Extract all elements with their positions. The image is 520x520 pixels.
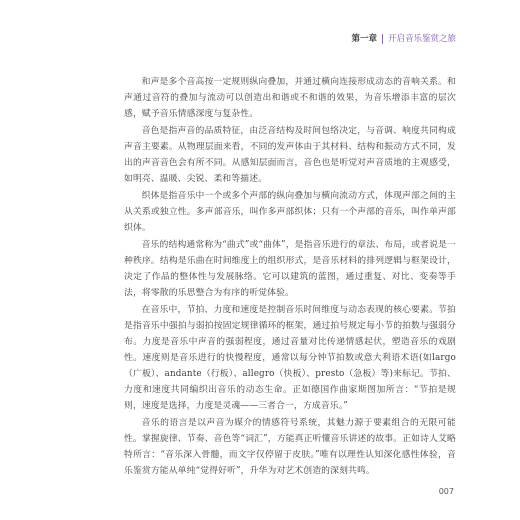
paragraph-harmony: 和声是多个音高按一定规则纵向叠加，并通过横向连接形成动态的音响关系。和声通过音符的叠加与流动可以创造出和谐或不和谐的效果，为音乐增添丰富的层次感，赋予音乐情感深度与复杂性。 [124, 77, 456, 119]
paragraph-timbre: 音色是指声音的品质特征，由泛音结构及时间包络决定，与音调、响度共同构成声音主要素。从物理层面来看，不同的发声体由于其材料、结构和振动方式不同，发出的声音音色会有所不同。从感知层面而言，音色也是听觉对声音质地的主观感受，如明亮、温暖、尖锐、柔和等描述。 [124, 126, 456, 184]
section-title: 开启音乐鉴赏之旅 [387, 34, 456, 44]
paragraph-music-language: 音乐的语言是以声音为媒介的情感符号系统，其魅力源于要素组合的无限可能性。掌握旋律、节奏、音色等“词汇”，方能真正听懂音乐讲述的故事。正如诗人艾略特所言：“音乐深入骨髓，而文字仅停留于皮肤。”唯有以理性认知深化感性体验，音乐鉴赏方能从单纯“觉得好听”，升华为对艺术创造的深刻共鸣。 [124, 418, 456, 476]
body-text [124, 74, 456, 479]
header-divider [382, 34, 383, 44]
paragraph-meter-dynamics-tempo: 在音乐中，节拍、力度和速度是控制音乐时间维度与动态表现的核心要素。节拍是指音乐中强拍与弱拍按固定规律循环的框架，通过拍号规定每小节的拍数与强弱分布。力度是音乐中声音的强弱程度，通过音量对比传递情感起伏，塑造音乐的戏剧性。速度则是音乐进行的快慢程度，通常以每分钟节拍数或意大利语术语(如largo（广板）、andante（行板）、allegro（快板）、presto（急板）等)来标记。节拍、力度和速度共同编织出音乐的动态生命。正如德国作曲家斯图加所言：“节拍是规则，速度是选择，力度是灵魂——三者合一，方成音乐。” [124, 305, 456, 411]
paragraph-structure: 音乐的结构通常称为“曲式”或“曲体”，是指音乐进行的章法、布局，或者说是一种秩序。结构是乐曲在时间维度上的组织形式，是音乐材料的排列逻辑与框架设计，决定了作品的整体性与发展脉络。它可以建筑的蓝图，通过重复、对比、变奏等手法，将零散的乐思整合为有序的听觉体验。 [124, 240, 456, 298]
paragraph-texture: 织体是指音乐中一个或多个声部的纵向叠加与横向流动方式，体现声部之间的主从关系或独立性。多声部音乐，叫作多声部织体；只有一个声部的音乐，叫作单声部织体。 [124, 191, 456, 233]
chapter-label: 第一章 [351, 34, 377, 44]
page-number: 007 [438, 487, 454, 496]
running-header [351, 33, 456, 45]
